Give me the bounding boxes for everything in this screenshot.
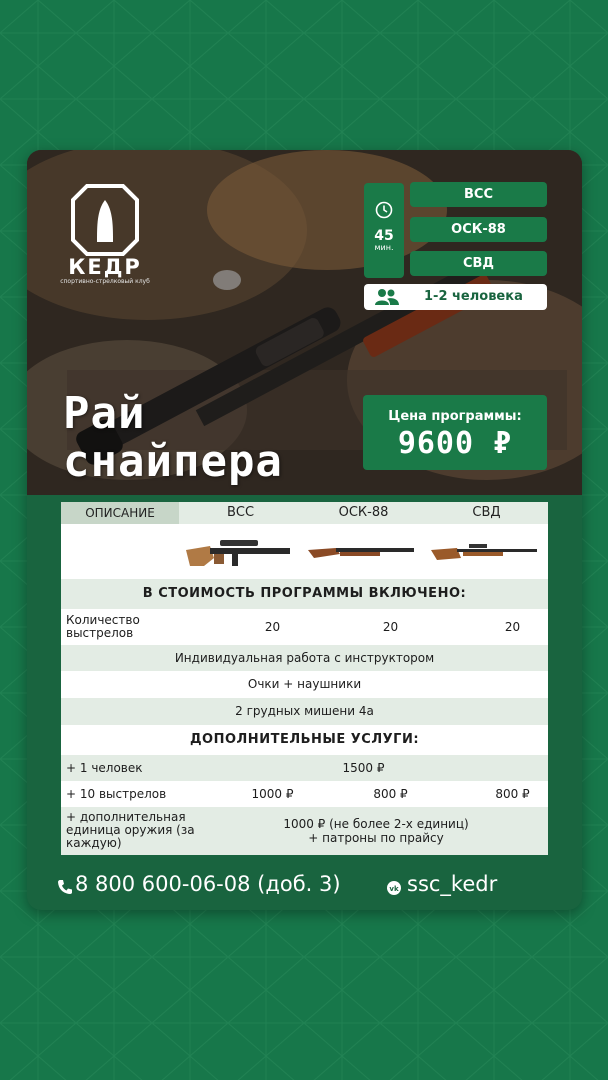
- shots-svd: 20: [504, 620, 521, 634]
- duration-box: [364, 183, 404, 278]
- shots-osk88: 20: [382, 620, 399, 634]
- price-box: [363, 395, 547, 470]
- shots-label: Количество выстрелов: [66, 613, 140, 640]
- program-title: [63, 390, 283, 486]
- plus-shots-svd: 800 ₽: [495, 787, 530, 801]
- people-label: 1-2 человека: [424, 289, 523, 304]
- svg-text:vk: vk: [389, 885, 399, 893]
- weapon-images-row: [61, 524, 548, 579]
- included-section-title: В СТОИМОСТЬ ПРОГРАММЫ ВКЛЮЧЕНО:: [61, 579, 548, 609]
- plus-shots-vss: 1000 ₽: [251, 787, 294, 801]
- header-svd: СВД: [472, 505, 501, 520]
- instructor-row: Индивидуальная работа с инструктором: [61, 645, 548, 671]
- rifle-photo: [27, 150, 582, 495]
- osk88-rifle-icon: [306, 542, 418, 562]
- shots-vss: 20: [264, 620, 281, 634]
- plus-person-row: [61, 755, 548, 781]
- title-line-2: снайпера: [63, 436, 283, 487]
- weapon-tag-svd: СВД: [410, 251, 547, 276]
- svd-rifle-icon: [429, 542, 541, 564]
- plus-shots-osk88: 800 ₽: [373, 787, 408, 801]
- duration-value: 45: [374, 228, 394, 244]
- vk-icon: [385, 881, 403, 895]
- phone-icon: [57, 879, 73, 895]
- table-header: [61, 502, 548, 524]
- plus-shots-label: + 10 выстрелов: [66, 787, 167, 801]
- logo-subtitle: спортивно-стрелковый клуб: [60, 278, 150, 285]
- header-description: ОПИСАНИЕ: [61, 502, 179, 524]
- weapon-tag-osk88: ОСК-88: [410, 217, 547, 242]
- weapon-tag-vss: ВСС: [410, 182, 547, 207]
- people-icon: [374, 288, 400, 306]
- price-value: 9600 ₽: [397, 426, 513, 461]
- extra-section-title: ДОПОЛНИТЕЛЬНЫЕ УСЛУГИ:: [61, 725, 548, 755]
- phone-number[interactable]: 8 800 600-06-08 (доб. 3): [75, 872, 341, 896]
- duration-unit: мин.: [374, 243, 394, 252]
- shots-row: [61, 609, 548, 645]
- logo-name: КЕДР: [68, 255, 142, 279]
- glasses-row: Очки + наушники: [61, 671, 548, 698]
- program-card: [27, 150, 582, 910]
- header-vss: ВСС: [226, 505, 255, 520]
- targets-row: 2 грудных мишени 4а: [61, 698, 548, 725]
- title-line-1: Рай: [63, 388, 146, 439]
- extra-weapon-row: [61, 807, 548, 855]
- plus-shots-row: [61, 781, 548, 807]
- plus-person-label: + 1 человек: [66, 761, 143, 775]
- extra-weapon-value-line-2: + патроны по прайсу: [308, 831, 444, 845]
- price-table: [61, 502, 548, 855]
- extra-weapon-value: [251, 817, 501, 845]
- extra-weapon-value-line-1: 1000 ₽ (не более 2-х единиц): [283, 817, 469, 831]
- vk-handle[interactable]: ssc_kedr: [407, 872, 498, 896]
- vss-rifle-icon: [184, 536, 296, 570]
- header-osk88: ОСК-88: [338, 505, 389, 520]
- people-badge: [364, 284, 547, 310]
- clock-icon: [375, 201, 393, 219]
- plus-person-value: 1500 ₽: [342, 761, 385, 775]
- extra-weapon-label: + дополнительная единица оружия (за каждую): [66, 810, 195, 850]
- footer: [27, 862, 582, 910]
- price-label: Цена программы:: [388, 409, 522, 424]
